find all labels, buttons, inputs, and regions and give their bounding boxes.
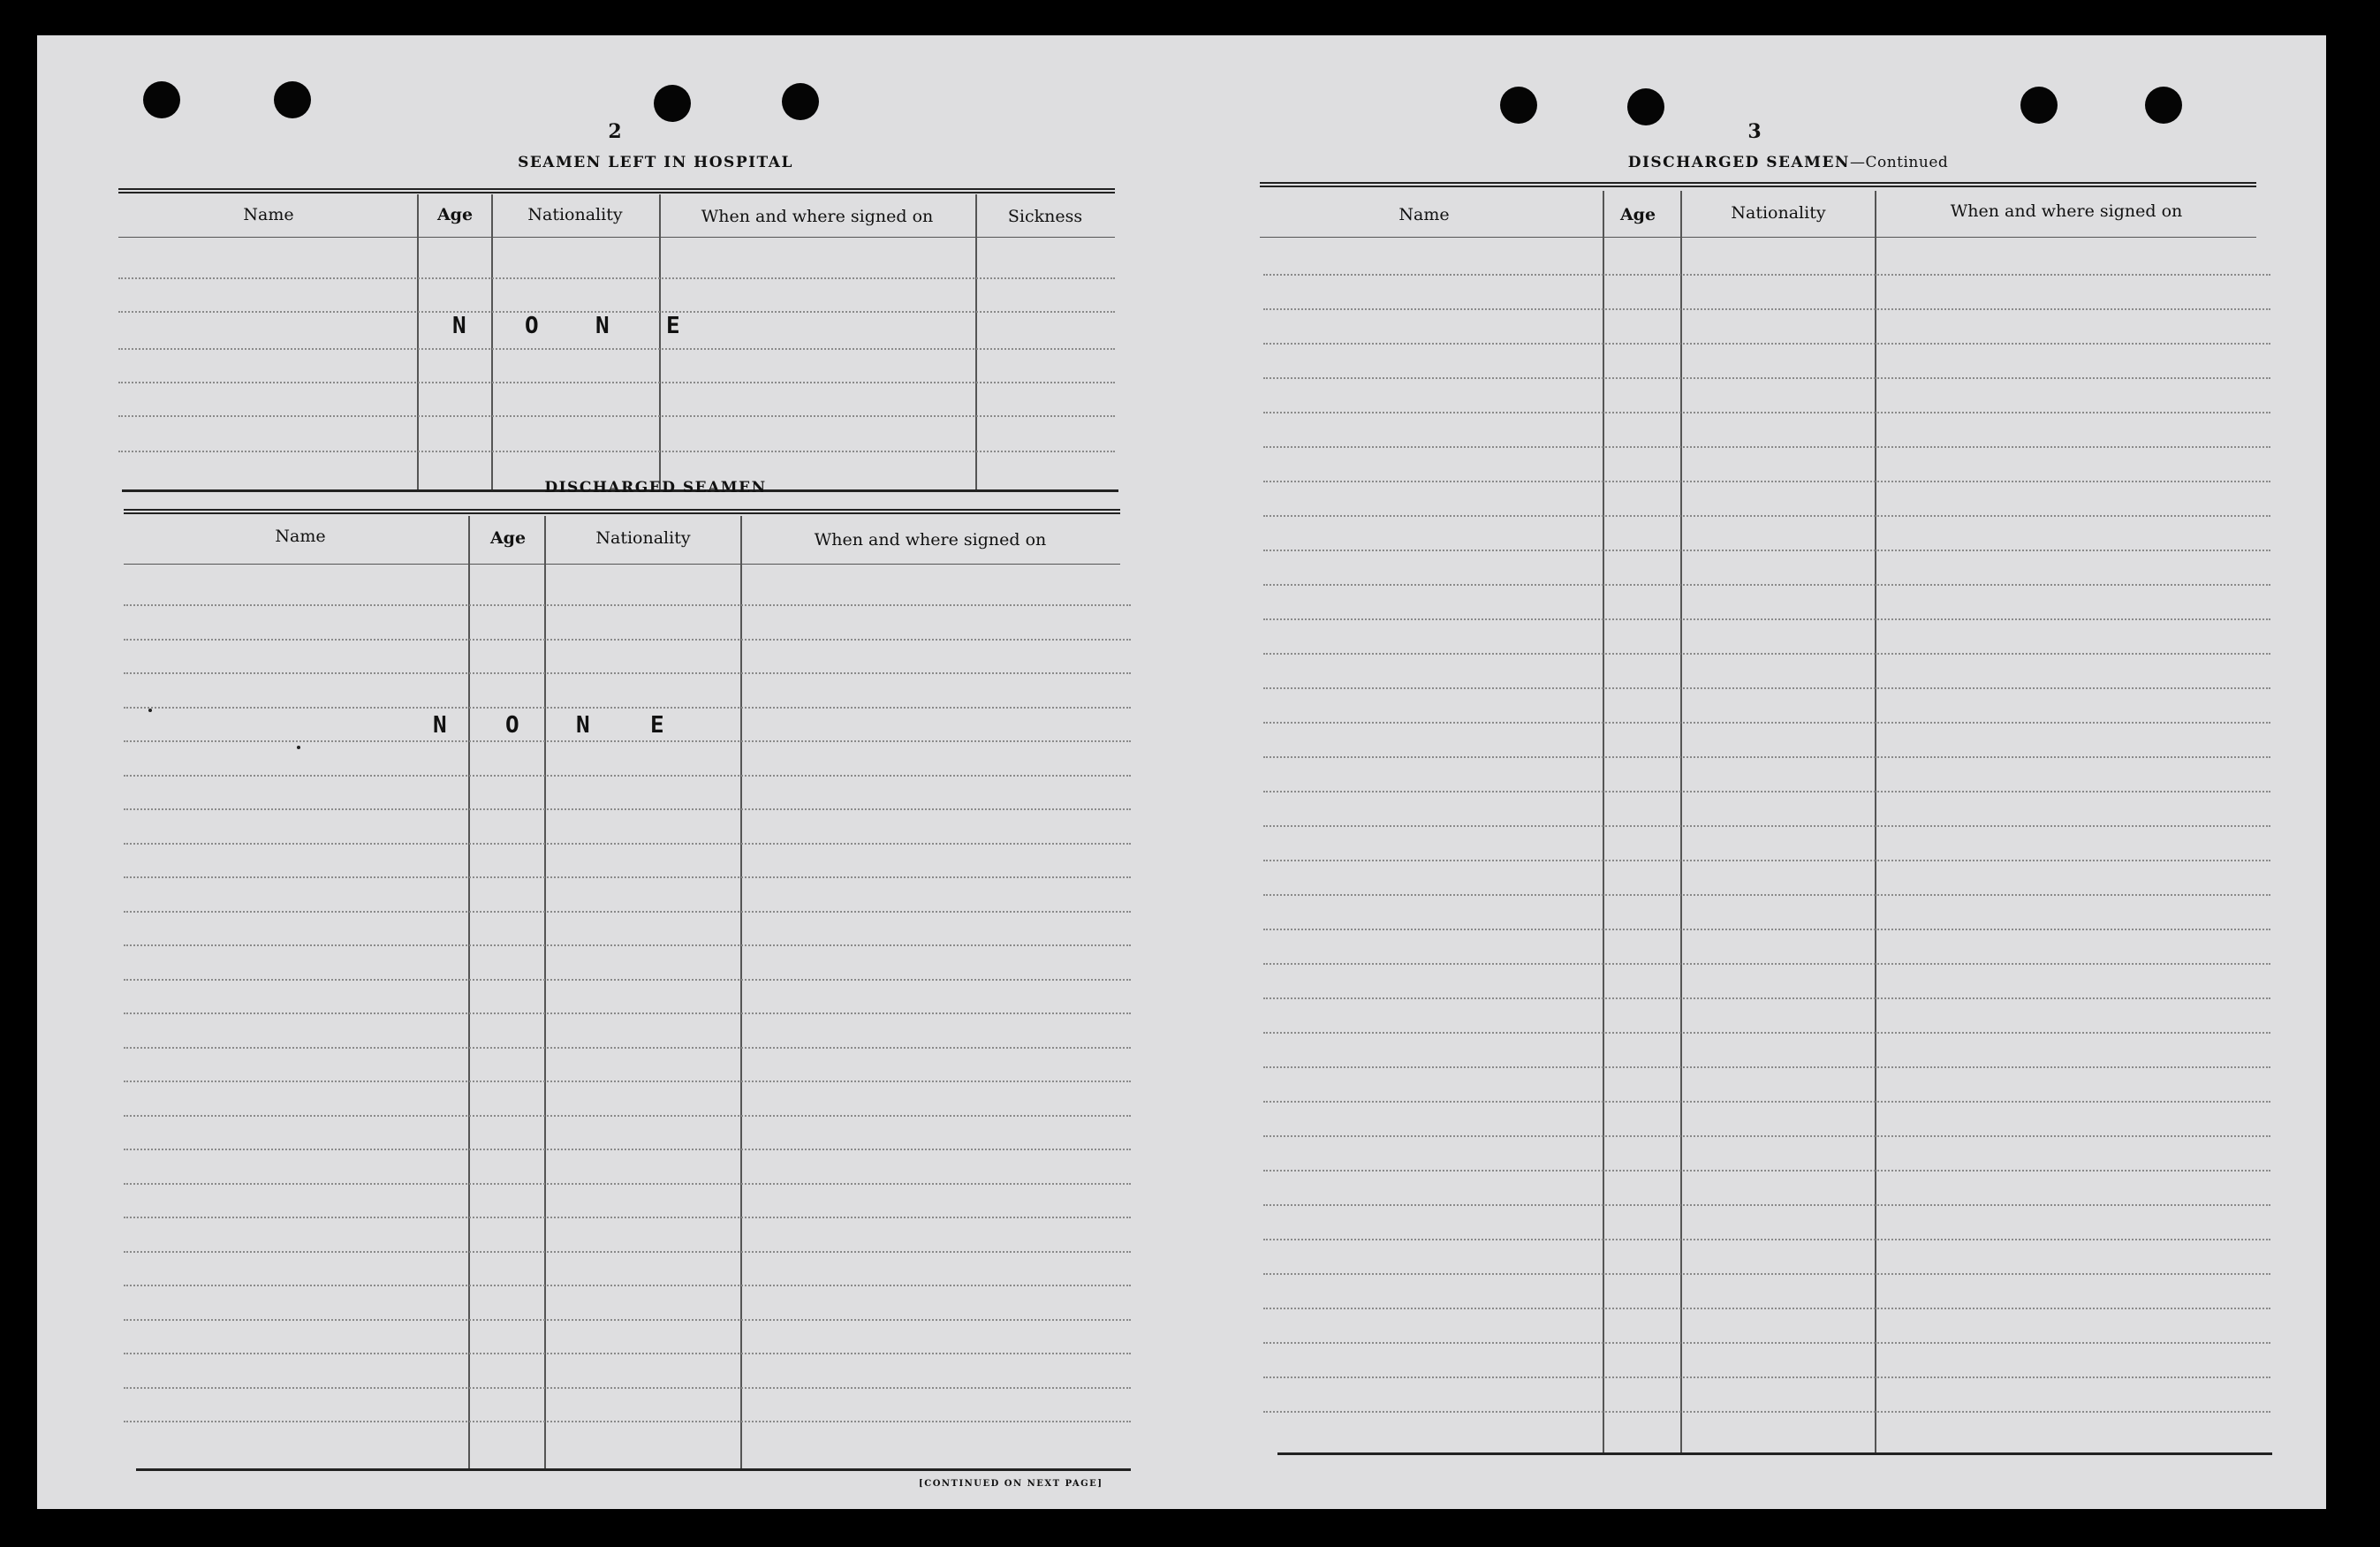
entry-line (124, 979, 1131, 981)
right-bottom-rule (1277, 1452, 2272, 1455)
discharged-section-title: DISCHARGED SEAMEN (544, 479, 767, 497)
entry-line (118, 348, 1115, 350)
entry-line (1263, 515, 2270, 517)
right-col-divider (1603, 191, 1604, 1452)
col-header-signed-on: When and where signed on (814, 530, 1047, 550)
entry-line (124, 944, 1131, 946)
none-letter: O (525, 313, 539, 339)
entry-line (118, 451, 1115, 452)
punch-hole (782, 83, 819, 120)
entry-line (1263, 1273, 2270, 1275)
discharged-col-divider (740, 516, 742, 1470)
entry-line (124, 1047, 1131, 1049)
hospital-section-title: SEAMEN LEFT IN HOSPITAL (518, 154, 793, 171)
hospital-col-divider (417, 194, 419, 489)
entry-line (1263, 1204, 2270, 1206)
punch-hole (2145, 87, 2182, 124)
entry-line (1263, 791, 2270, 792)
document-sheet (37, 35, 2326, 1509)
col-header-signed-on: When and where signed on (701, 207, 934, 226)
none-letter: N (433, 712, 447, 739)
entry-line (1263, 1170, 2270, 1172)
col-header-nationality: Nationality (595, 528, 691, 548)
discharged-top-rule (124, 509, 1120, 514)
punch-hole (2020, 87, 2058, 124)
none-letter: N (595, 313, 610, 339)
entry-line (118, 311, 1115, 313)
entry-line (1263, 756, 2270, 758)
col-header-signed-on: When and where signed on (1950, 201, 2183, 221)
punch-hole (143, 81, 180, 118)
entry-line (124, 1251, 1131, 1253)
punch-hole (654, 85, 691, 122)
page-number: 3 (1747, 120, 1762, 143)
entry-line (1263, 997, 2270, 999)
entry-line (124, 808, 1131, 810)
entry-line (124, 1115, 1131, 1117)
right-top-rule (1260, 182, 2256, 187)
none-letter: E (650, 712, 664, 739)
entry-line (118, 415, 1115, 417)
entry-line (124, 639, 1131, 641)
entry-line (124, 1149, 1131, 1150)
entry-line (124, 1012, 1131, 1014)
right-header-rule (1260, 237, 2256, 238)
entry-line (1263, 618, 2270, 620)
col-header-nationality: Nationality (527, 205, 623, 224)
entry-line (1263, 929, 2270, 930)
right-col-divider (1875, 191, 1876, 1452)
discharged-bottom-rule (136, 1468, 1131, 1471)
col-header-name: Name (275, 527, 326, 546)
entry-line (1263, 825, 2270, 827)
entry-line (1263, 343, 2270, 345)
hospital-col-divider (491, 194, 493, 489)
discharged-continued-title (1567, 154, 2009, 171)
continued-footer: [CONTINUED ON NEXT PAGE] (919, 1479, 1103, 1489)
none-letter: N (576, 712, 590, 739)
entry-line (1263, 722, 2270, 724)
entry-line (1263, 894, 2270, 896)
entry-line (1263, 860, 2270, 861)
col-header-sickness: Sickness (1007, 207, 1083, 226)
entry-line (124, 604, 1131, 606)
col-header-name: Name (243, 205, 294, 224)
entry-line (124, 1421, 1131, 1422)
entry-line (1263, 1342, 2270, 1344)
entry-line (1263, 1135, 2270, 1137)
hospital-header-rule (118, 237, 1115, 238)
entry-line (1263, 446, 2270, 448)
entry-line (1263, 412, 2270, 413)
entry-line (124, 1353, 1131, 1354)
col-header-name: Name (1398, 205, 1450, 224)
entry-line (124, 1217, 1131, 1218)
entry-line (124, 911, 1131, 913)
col-header-age: Age (489, 528, 527, 548)
entry-line (1263, 687, 2270, 689)
entry-line (1263, 308, 2270, 310)
col-header-nationality: Nationality (1731, 203, 1826, 223)
none-letter: E (666, 313, 680, 339)
entry-line (1263, 1308, 2270, 1309)
entry-line (124, 707, 1131, 709)
none-letter: O (505, 712, 519, 739)
entry-line (124, 1387, 1131, 1389)
entry-line (1263, 1101, 2270, 1103)
entry-line (1263, 1411, 2270, 1413)
entry-line (124, 1081, 1131, 1082)
entry-line (124, 740, 1131, 742)
hospital-col-divider (975, 194, 977, 489)
punch-hole (274, 81, 311, 118)
hospital-col-divider (659, 194, 661, 489)
discharged-col-divider (468, 516, 470, 1470)
entry-line (1263, 550, 2270, 551)
entry-line (124, 1183, 1131, 1185)
discharged-header-rule (124, 564, 1120, 565)
entry-line (1263, 274, 2270, 276)
col-header-age: Age (436, 205, 474, 224)
entry-line (124, 843, 1131, 845)
entry-line (124, 1285, 1131, 1286)
entry-line (1263, 584, 2270, 586)
entry-line (124, 1319, 1131, 1321)
ink-speck (297, 746, 300, 749)
title-suffix: —Continued (1849, 154, 1949, 171)
right-col-divider (1680, 191, 1682, 1452)
title-main: DISCHARGED SEAMEN (1627, 154, 1850, 171)
page-number: 2 (608, 120, 622, 143)
entry-line (1263, 481, 2270, 482)
discharged-col-divider (544, 516, 546, 1470)
hospital-top-rule (118, 188, 1115, 193)
entry-line (1263, 1376, 2270, 1378)
punch-hole (1500, 87, 1537, 124)
entry-line (1263, 963, 2270, 965)
col-header-age: Age (1619, 205, 1656, 224)
entry-line (118, 277, 1115, 279)
entry-line (1263, 1239, 2270, 1240)
entry-line (118, 382, 1115, 383)
entry-line (124, 775, 1131, 777)
ink-speck (148, 709, 152, 712)
entry-line (1263, 1032, 2270, 1034)
punch-hole (1627, 88, 1664, 125)
entry-line (124, 672, 1131, 674)
entry-line (1263, 377, 2270, 379)
entry-line (1263, 1066, 2270, 1068)
none-letter: N (452, 313, 466, 339)
entry-line (1263, 653, 2270, 655)
entry-line (124, 876, 1131, 878)
